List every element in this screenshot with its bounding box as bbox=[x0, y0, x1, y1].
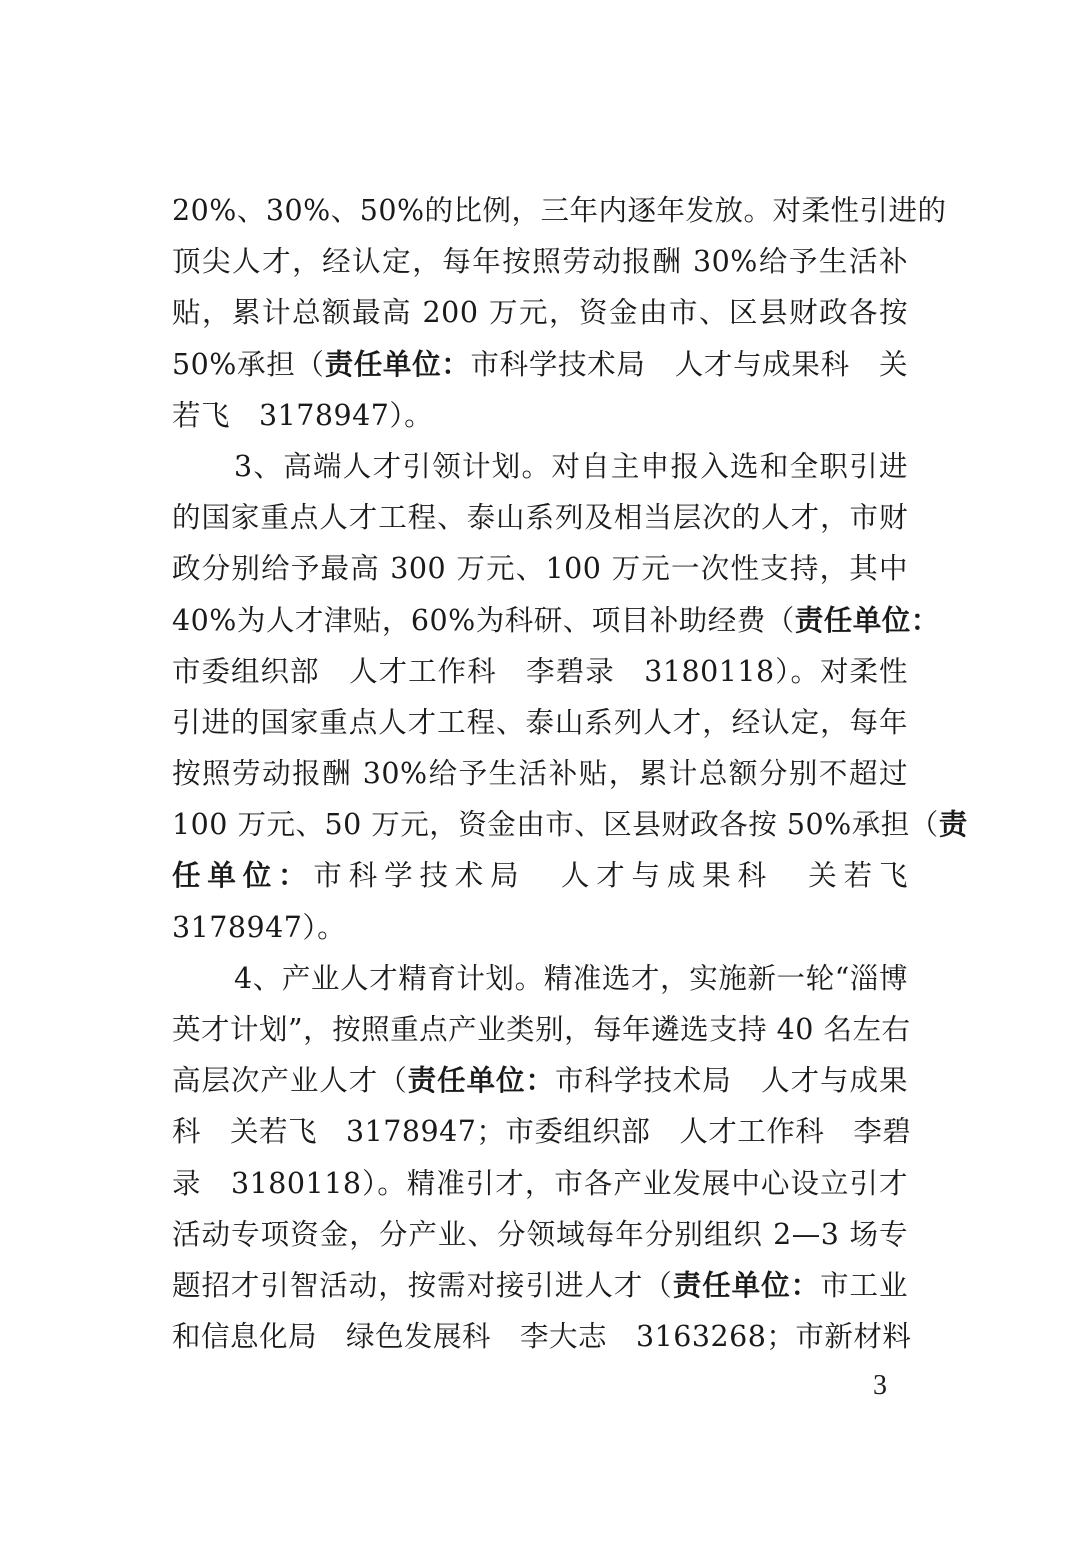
text-line bbox=[172, 697, 908, 748]
text-line bbox=[172, 339, 908, 390]
text-segment: 英才计划”，按照重点产业类别，每年遴选支持 40 名左右 bbox=[172, 1013, 911, 1046]
text-segment: 3、高端人才引领计划。对自主申报入选和全职引进 bbox=[234, 449, 908, 483]
text-segment: 3178947）。 bbox=[172, 910, 347, 944]
document-body bbox=[172, 185, 968, 1362]
text-line bbox=[172, 185, 947, 236]
text-segment: 市工业 bbox=[820, 1268, 908, 1302]
text-segment: 50%承担（ bbox=[172, 347, 325, 381]
text-line bbox=[172, 953, 908, 1004]
text-segment: 贴，累计总额最高 200 万元，资金由市、区县财政各按 bbox=[172, 296, 908, 330]
text-line bbox=[172, 1260, 908, 1311]
responsible-unit-label: 责任单位： bbox=[672, 1268, 821, 1302]
paragraph-item-3 bbox=[172, 441, 968, 953]
text-line bbox=[172, 850, 908, 901]
responsible-unit-label: 责任单位： bbox=[794, 603, 940, 637]
paragraph-item-4 bbox=[172, 953, 912, 1363]
responsible-unit-label: 任单位： bbox=[172, 859, 314, 893]
text-segment: 顶尖人才，经认定，每年按照劳动报酬 30%给予生活补 bbox=[172, 245, 908, 279]
text-segment: 4、产业人才精育计划。精准选才，实施新一轮“淄博 bbox=[234, 961, 908, 995]
text-line bbox=[172, 543, 908, 594]
text-line bbox=[172, 1209, 908, 1260]
text-segment: 政分别给予最高 300 万元、100 万元一次性支持，其中 bbox=[172, 552, 908, 586]
text-segment: 科 关若飞 3178947；市委组织部 人才工作科 李碧 bbox=[172, 1115, 912, 1149]
text-line bbox=[172, 390, 908, 441]
text-line bbox=[172, 646, 908, 697]
text-line bbox=[172, 492, 908, 543]
text-segment: 市委组织部 人才工作科 李碧录 3180118）。对柔性 bbox=[172, 654, 908, 688]
text-segment: 40%为人才津贴，60%为科研、项目补助经费（ bbox=[172, 603, 795, 637]
text-line bbox=[172, 441, 908, 492]
text-line bbox=[172, 287, 908, 338]
text-segment: 高层次产业人才（ bbox=[172, 1064, 408, 1098]
text-segment: 活动专项资金，分产业、分领域每年分别组织 2—3 场专 bbox=[172, 1217, 908, 1251]
text-segment: 引进的国家重点人才工程、泰山系列人才，经认定，每年 bbox=[172, 705, 908, 739]
text-segment: 的国家重点人才工程、泰山系列及相当层次的人才，市财 bbox=[172, 501, 908, 535]
text-line bbox=[172, 902, 908, 953]
text-line bbox=[172, 1158, 908, 1209]
text-line bbox=[172, 595, 940, 646]
text-segment: 和信息化局 绿色发展科 李大志 3163268；市新材料 bbox=[172, 1320, 912, 1354]
text-line bbox=[172, 748, 908, 799]
text-segment: 若飞 3178947）。 bbox=[172, 398, 434, 432]
text-line bbox=[172, 1004, 911, 1055]
page-number: 3 bbox=[873, 1370, 887, 1401]
paragraph-continuation bbox=[172, 185, 947, 441]
text-line bbox=[172, 799, 968, 850]
text-segment: 按照劳动报酬 30%给予生活补贴，累计总额分别不超过 bbox=[172, 757, 908, 791]
text-segment: 100 万元、50 万元，资金由市、区县财政各按 50%承担（ bbox=[172, 808, 939, 842]
text-segment: 题招才引智活动，按需对接引进人才（ bbox=[172, 1268, 673, 1302]
text-line bbox=[172, 1106, 912, 1157]
responsible-unit-label: 责任单位： bbox=[407, 1064, 555, 1098]
responsible-unit-label: 责 bbox=[938, 808, 968, 842]
text-segment: 市科学技术局 人才与成果科 关 bbox=[470, 347, 908, 381]
responsible-unit-label: 责任单位： bbox=[324, 347, 471, 381]
text-segment: 市科学技术局 人才与成果 bbox=[554, 1064, 908, 1098]
text-segment: 录 3180118）。精准引才，市各产业发展中心设立引才 bbox=[172, 1166, 908, 1200]
text-line bbox=[172, 1055, 908, 1106]
text-segment: 市科学技术局 人才与成果科 关若飞 bbox=[313, 859, 908, 893]
text-segment: 20%、30%、50%的比例，三年内逐年发放。对柔性引进的 bbox=[172, 194, 947, 227]
text-line bbox=[172, 1311, 912, 1362]
text-line bbox=[172, 236, 908, 287]
